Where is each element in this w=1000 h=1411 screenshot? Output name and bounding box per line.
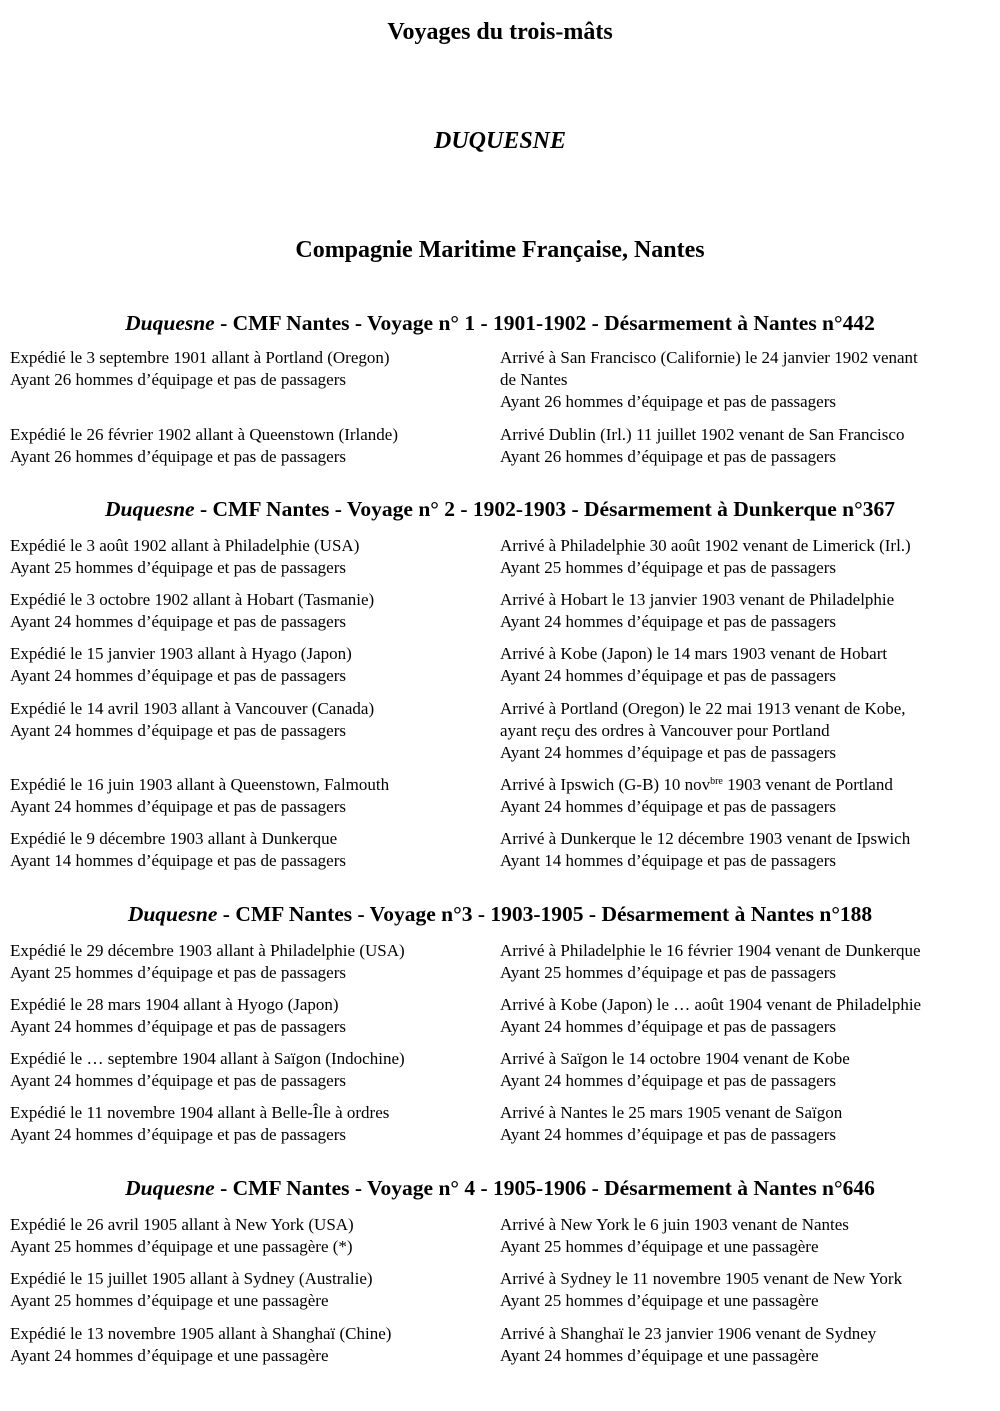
departure-entry (10, 535, 490, 579)
arrival-line: Arrivé à New York le 6 juin 1903 venant de Nantes (500, 1215, 849, 1234)
departure-line: Expédié le 3 octobre 1902 allant à Hobart (Tasmanie) (10, 590, 375, 609)
arrival-line: Arrivé à Portland (Oregon) le 22 mai 1913 venant de Kobe, (500, 699, 906, 718)
arrival-line: Arrivé à San Francisco (Californie) le 24 janvier 1902 venant (500, 348, 918, 367)
abbreviation-superscript: bre (710, 776, 723, 787)
departure-entry (10, 1268, 490, 1312)
crew-line: Ayant 24 hommes d’équipage et pas de passagers (10, 1125, 346, 1144)
departure-entry (10, 589, 490, 633)
arrival-entry (500, 424, 980, 468)
arrival-line: Arrivé à Shanghaï le 23 janvier 1906 venant de Sydney (500, 1324, 877, 1343)
departure-line: Expédié le 15 janvier 1903 allant à Hyago (Japon) (10, 644, 352, 663)
document-title: Voyages du trois-mâts (387, 19, 613, 45)
voyage-heading-ship: Duquesne (125, 1176, 215, 1200)
voyage-heading-details: - CMF Nantes - Voyage n°3 - 1903-1905 - Désarmement à Nantes n°188 (217, 902, 873, 926)
arrival-entry (500, 994, 980, 1038)
arrival-line: Arrivé Dublin (Irl.) 11 juillet 1902 venant de San Francisco (500, 425, 905, 444)
arrival-entry (500, 1323, 980, 1367)
departure-entry (10, 940, 490, 984)
arrival-entry (500, 940, 980, 984)
voyage-4-heading (0, 1175, 1000, 1201)
crew-line: Ayant 24 hommes d’équipage et une passagère (500, 1346, 819, 1365)
crew-line: Ayant 24 hommes d’équipage et pas de passagers (500, 1017, 836, 1036)
arrival-entry (500, 589, 980, 633)
departure-entry (10, 643, 490, 687)
crew-line: Ayant 24 hommes d’équipage et pas de passagers (10, 797, 346, 816)
departure-line: Expédié le 29 décembre 1903 allant à Philadelphie (USA) (10, 941, 405, 960)
arrival-line: Arrivé à Hobart le 13 janvier 1903 venant de Philadelphie (500, 590, 895, 609)
departure-line: Expédié le 26 avril 1905 allant à New York (USA) (10, 1215, 354, 1234)
arrival-entry (500, 1214, 980, 1258)
arrival-line: Arrivé à Sydney le 11 novembre 1905 venant de New York (500, 1269, 903, 1288)
voyage-heading-details: - CMF Nantes - Voyage n° 1 - 1901-1902 - Désarmement à Nantes n°442 (214, 311, 875, 335)
voyage-heading-ship: Duquesne (105, 497, 195, 521)
crew-line: Ayant 25 hommes d’équipage et une passagère (10, 1291, 329, 1310)
crew-line: Ayant 24 hommes d’équipage et une passagère (10, 1346, 329, 1365)
arrival-line: Arrivé à Kobe (Japon) le 14 mars 1903 venant de Hobart (500, 644, 888, 663)
crew-line: Ayant 25 hommes d’équipage et une passagère (500, 1291, 819, 1310)
crew-line: Ayant 24 hommes d’équipage et pas de passagers (500, 743, 836, 762)
arrival-line: Arrivé à Philadelphie le 16 février 1904 venant de Dunkerque (500, 941, 921, 960)
departure-line: Expédié le 9 décembre 1903 allant à Dunkerque (10, 829, 338, 848)
crew-line: Ayant 26 hommes d’équipage et pas de passagers (500, 392, 836, 411)
arrival-entry (500, 774, 980, 818)
crew-line: Ayant 26 hommes d’équipage et pas de passagers (10, 447, 346, 466)
crew-line: Ayant 24 hommes d’équipage et pas de passagers (10, 1017, 346, 1036)
arrival-line: Arrivé à Dunkerque le 12 décembre 1903 venant de Ipswich (500, 829, 911, 848)
crew-line: Ayant 25 hommes d’équipage et pas de passagers (500, 558, 836, 577)
departure-line: Expédié le 3 septembre 1901 allant à Portland (Oregon) (10, 348, 390, 367)
voyage-1-heading (0, 310, 1000, 336)
arrival-entry (500, 828, 980, 872)
departure-line: Expédié le 3 août 1902 allant à Philadelphie (USA) (10, 536, 360, 555)
departure-entry (10, 424, 490, 468)
crew-line: Ayant 24 hommes d’équipage et pas de passagers (10, 612, 346, 631)
arrival-line-end: 1903 venant de Portland (722, 775, 893, 794)
voyage-heading-ship: Duquesne (125, 311, 215, 335)
crew-line: Ayant 24 hommes d’équipage et pas de passagers (500, 797, 836, 816)
departure-entry (10, 1323, 490, 1367)
arrival-line-cont: de Nantes (500, 370, 568, 389)
crew-line: Ayant 14 hommes d’équipage et pas de passagers (500, 851, 836, 870)
crew-line: Ayant 25 hommes d’équipage et pas de passagers (10, 558, 346, 577)
crew-line: Ayant 26 hommes d’équipage et pas de passagers (500, 447, 836, 466)
arrival-entry (500, 1102, 980, 1146)
departure-line: Expédié le 15 juillet 1905 allant à Sydney (Australie) (10, 1269, 373, 1288)
voyage-3-heading (0, 901, 1000, 927)
departure-line: Expédié le 14 avril 1903 allant à Vancouver (Canada) (10, 699, 375, 718)
company-name: Compagnie Maritime Française, Nantes (295, 237, 705, 263)
arrival-entry (500, 1268, 980, 1312)
arrival-entry (500, 643, 980, 687)
crew-line: Ayant 24 hommes d’équipage et pas de passagers (10, 1071, 346, 1090)
crew-line: Ayant 25 hommes d’équipage et une passagère (500, 1237, 819, 1256)
departure-entry (10, 698, 490, 742)
arrival-line: Arrivé à Nantes le 25 mars 1905 venant de Saïgon (500, 1103, 843, 1122)
arrival-line: Arrivé à Saïgon le 14 octobre 1904 venant de Kobe (500, 1049, 850, 1068)
departure-entry (10, 1048, 490, 1092)
crew-line: Ayant 24 hommes d’équipage et pas de passagers (500, 612, 836, 631)
crew-line: Ayant 24 hommes d’équipage et pas de passagers (500, 1125, 836, 1144)
arrival-line (500, 774, 980, 796)
voyage-heading-details: - CMF Nantes - Voyage n° 4 - 1905-1906 - Désarmement à Nantes n°646 (214, 1176, 875, 1200)
ship-name: DUQUESNE (433, 128, 567, 154)
voyage-heading-details: - CMF Nantes - Voyage n° 2 - 1902-1903 - Désarmement à Dunkerque n°367 (194, 497, 895, 521)
departure-entry (10, 828, 490, 872)
departure-entry (10, 774, 490, 818)
departure-line: Expédié le 11 novembre 1904 allant à Belle-Île à ordres (10, 1103, 390, 1122)
arrival-line: Arrivé à Philadelphie 30 août 1902 venant de Limerick (Irl.) (500, 536, 911, 555)
departure-entry (10, 1102, 490, 1146)
voyage-heading-ship: Duquesne (127, 902, 218, 926)
departure-line: Expédié le 28 mars 1904 allant à Hyogo (Japon) (10, 995, 339, 1014)
crew-line: Ayant 24 hommes d’équipage et pas de passagers (10, 721, 346, 740)
crew-line: Ayant 26 hommes d’équipage et pas de passagers (10, 370, 346, 389)
departure-line: Expédié le 13 novembre 1905 allant à Shanghaï (Chine) (10, 1324, 392, 1343)
arrival-line-start: Arrivé à Ipswich (G-B) 10 nov (500, 775, 711, 794)
arrival-entry (500, 698, 980, 764)
arrival-line-cont: ayant reçu des ordres à Vancouver pour Portland (500, 721, 830, 740)
departure-line: Expédié le … septembre 1904 allant à Saïgon (Indochine) (10, 1049, 405, 1068)
arrival-entry (500, 347, 980, 413)
crew-line: Ayant 24 hommes d’équipage et pas de passagers (500, 1071, 836, 1090)
crew-line: Ayant 24 hommes d’équipage et pas de passagers (500, 666, 836, 685)
departure-line: Expédié le 26 février 1902 allant à Queenstown (Irlande) (10, 425, 399, 444)
crew-line: Ayant 14 hommes d’équipage et pas de passagers (10, 851, 346, 870)
voyage-2-heading (0, 496, 1000, 522)
departure-entry (10, 1214, 490, 1258)
departure-entry (10, 994, 490, 1038)
arrival-line: Arrivé à Kobe (Japon) le … août 1904 venant de Philadelphie (500, 995, 922, 1014)
arrival-entry (500, 1048, 980, 1092)
arrival-entry (500, 535, 980, 579)
crew-line: Ayant 25 hommes d’équipage et une passagère (*) (10, 1237, 353, 1256)
departure-entry (10, 347, 490, 391)
departure-line: Expédié le 16 juin 1903 allant à Queenstown, Falmouth (10, 775, 390, 794)
crew-line: Ayant 25 hommes d’équipage et pas de passagers (10, 963, 346, 982)
crew-line: Ayant 24 hommes d’équipage et pas de passagers (10, 666, 346, 685)
crew-line: Ayant 25 hommes d’équipage et pas de passagers (500, 963, 836, 982)
